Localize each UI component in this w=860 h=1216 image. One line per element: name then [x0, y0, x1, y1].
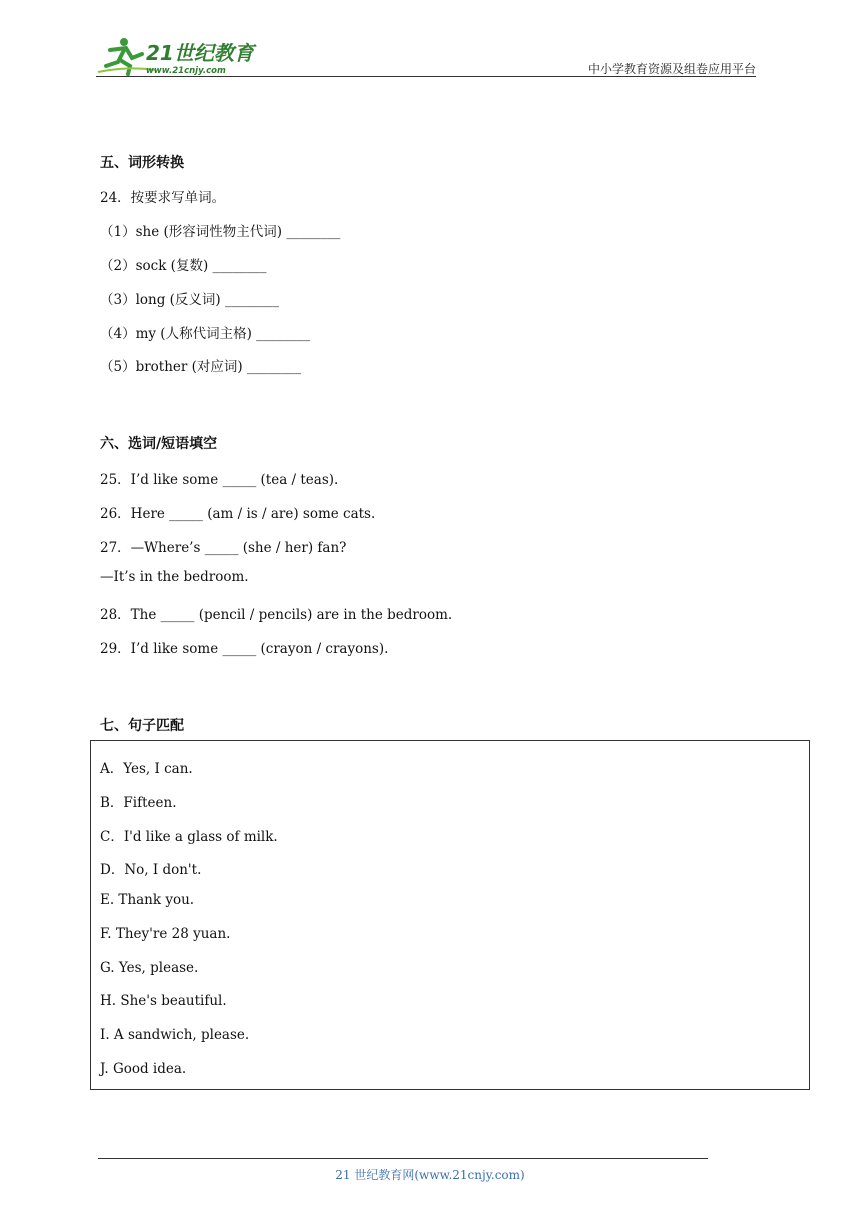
option-a: A．Yes, I can. [100, 761, 193, 777]
options-box [90, 740, 810, 1090]
question-24-item-3: （3）long (反义词) ________ [100, 292, 279, 308]
option-c: C．I'd like a glass of milk. [100, 829, 278, 845]
option-h: H. She's beautiful. [100, 993, 227, 1009]
svg-text:21世纪教育: 21世纪教育 [146, 41, 254, 65]
question-24-item-2: （2）sock (复数) ________ [100, 258, 267, 274]
option-f: F. They're 28 yuan. [100, 926, 231, 942]
question-25: 25．I’d like some _____ (tea / teas). [100, 472, 339, 488]
footer-link[interactable]: 21 世纪教育网(www.21cnjy.com) [335, 1168, 525, 1182]
option-e: E. Thank you. [100, 892, 195, 908]
question-24-item-5: （5）brother (对应词) ________ [100, 359, 301, 375]
logo-runner-icon [96, 36, 296, 78]
question-29: 29．I’d like some _____ (crayon / crayons). [100, 641, 389, 657]
svg-text:www.21cnjy.com: www.21cnjy.com [146, 66, 226, 76]
question-28: 28．The _____ (pencil / pencils) are in the bedroom. [100, 607, 453, 623]
question-27-answer: —It’s in the bedroom. [100, 569, 249, 585]
question-24-item-4: （4）my (人称代词主格) ________ [100, 326, 311, 342]
question-26: 26．Here _____ (am / is / are) some cats. [100, 506, 376, 522]
section-5-title: 五、词形转换 [100, 155, 184, 171]
question-27: 27．—Where’s _____ (she / her) fan? [100, 540, 347, 556]
option-b: B．Fifteen. [100, 795, 177, 811]
question-24: 24．按要求写单词。 [100, 190, 226, 206]
option-d: D．No, I don't. [100, 862, 202, 878]
footer-divider [98, 1158, 708, 1159]
option-j: J. Good idea. [100, 1061, 187, 1077]
header-divider [96, 76, 756, 77]
section-7-title: 七、句子匹配 [100, 718, 184, 734]
question-24-item-1: （1）she (形容词性物主代词) ________ [100, 224, 341, 240]
site-logo [96, 36, 296, 78]
section-6-title: 六、选词/短语填空 [100, 436, 218, 452]
option-g: G. Yes, please. [100, 960, 199, 976]
platform-label: 中小学教育资源及组卷应用平台 [587, 62, 756, 76]
option-i: I. A sandwich, please. [100, 1027, 250, 1043]
